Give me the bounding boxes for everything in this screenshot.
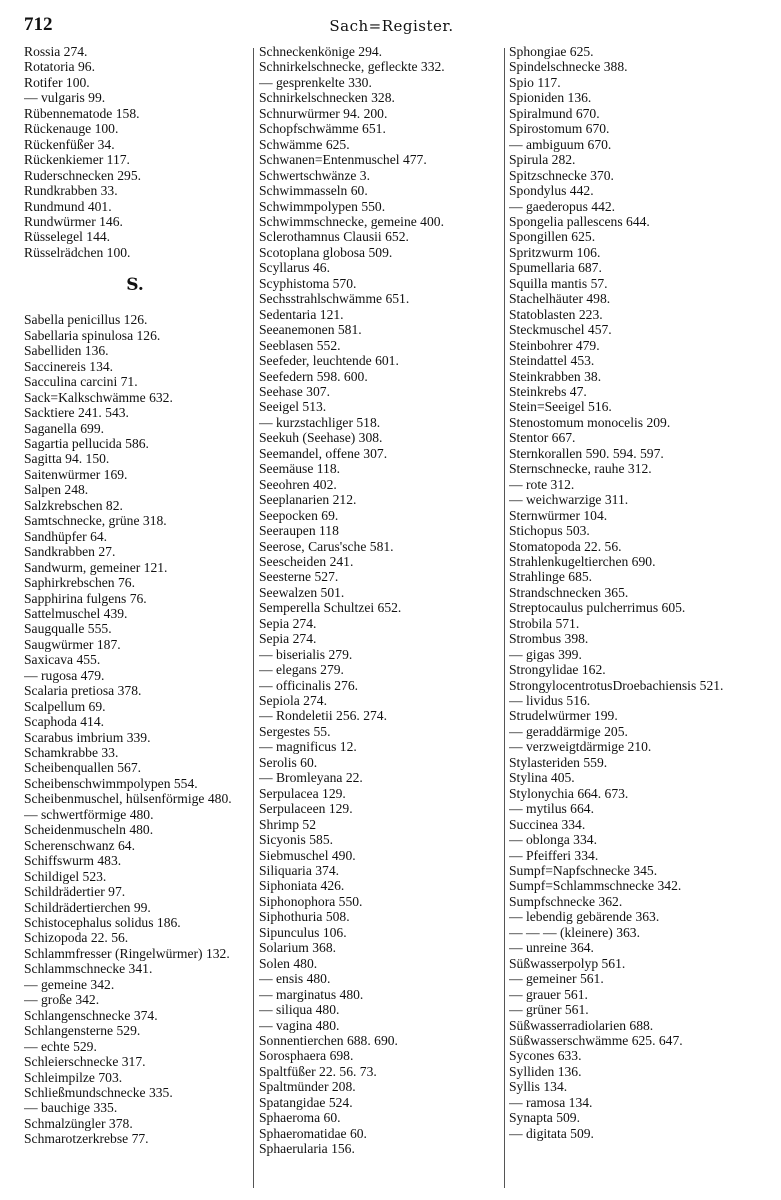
page-header	[24, 14, 759, 42]
index-entry: Serpulacea 129.	[259, 785, 346, 801]
index-entry: — — — (kleinere) 363.	[509, 924, 640, 940]
index-entry: Süßwasserpolyp 561.	[509, 955, 626, 971]
index-entry: — digitata 509.	[509, 1125, 594, 1141]
index-entry: Sabella penicillus 126.	[24, 312, 148, 328]
index-entry: Spaltmünder 208.	[259, 1079, 356, 1095]
index-entry: Stylonychia 664. 673.	[509, 785, 629, 801]
index-entry: Salpen 248.	[24, 482, 89, 498]
index-entry: — schwertförmige 480.	[24, 806, 154, 822]
index-entry: Seeblasen 552.	[259, 337, 341, 353]
entries-block	[509, 44, 761, 1141]
index-entry: Ruderschnecken 295.	[24, 167, 142, 183]
index-entry: Spindelschnecke 388.	[509, 59, 628, 75]
index-entry: Spongelia pallescens 644.	[509, 213, 650, 229]
index-entry: Succinea 334.	[509, 816, 586, 832]
index-entry: Spitzschnecke 370.	[509, 167, 614, 183]
index-entry: Sacktiere 241. 543.	[24, 405, 129, 421]
entries-block	[259, 44, 489, 1157]
index-entry: Schwimmpolypen 550.	[259, 198, 386, 214]
index-entry: Seesterne 527.	[259, 569, 339, 585]
index-entry: Sack=Kalkschwämme 632.	[24, 389, 173, 405]
index-entry: Schwanen=Entenmuschel 477.	[259, 152, 427, 168]
index-entry: Schlammfresser (Ringelwürmer) 132.	[24, 945, 230, 961]
index-entry: Rüsselegel 144.	[24, 229, 111, 245]
index-entry: Seefeder, leuchtende 601.	[259, 353, 399, 369]
index-column-1	[24, 44, 246, 1147]
index-entry: Squilla mantis 57.	[509, 275, 608, 291]
index-entry: Strahlenkugeltierchen 690.	[509, 553, 656, 569]
column-divider	[504, 48, 505, 1188]
index-entry: Solarium 368.	[259, 940, 337, 956]
index-entry: Spirostomum 670.	[509, 121, 610, 137]
index-entry: Sabellaria spinulosa 126.	[24, 327, 161, 343]
index-entry: Saugqualle 555.	[24, 621, 112, 637]
index-entry: Stein=Seeigel 516.	[509, 399, 612, 415]
index-entry: — grüner 561.	[509, 1002, 589, 1018]
index-column-3	[509, 44, 761, 1141]
index-entry: Sattelmuschel 439.	[24, 605, 128, 621]
index-entry: Scarabus imbrium 339.	[24, 729, 151, 745]
index-entry: Saitenwürmer 169.	[24, 466, 128, 482]
index-entry: Seehase 307.	[259, 383, 330, 399]
index-entry: Syllis 134.	[509, 1079, 568, 1095]
index-entry: Semperella Schultzei 652.	[259, 600, 402, 616]
index-entry: — weichwarzige 311.	[509, 492, 629, 508]
index-entry: Stylasteriden 559.	[509, 754, 608, 770]
index-entry: Schwertschwänze 3.	[259, 167, 370, 183]
index-entry: Sclerothamnus Clausii 652.	[259, 229, 409, 245]
index-entry: Sedentaria 121.	[259, 306, 344, 322]
index-entry: Seemäuse 118.	[259, 461, 341, 477]
index-entry: — Rondeletii 256. 274.	[259, 708, 387, 724]
index-entry: Spatangidae 524.	[259, 1094, 353, 1110]
index-entry: Sternwürmer 104.	[509, 507, 608, 523]
index-entry: — Pfeifferi 334.	[509, 847, 599, 863]
index-entry: — lividus 516.	[509, 693, 591, 709]
index-entry: — gemeiner 561.	[509, 971, 604, 987]
index-entry: Sonnentierchen 688. 690.	[259, 1033, 398, 1048]
index-entry: Steinkrebs 47.	[509, 383, 587, 399]
index-entry: Sorosphaera 698.	[259, 1048, 354, 1064]
index-entry: Strahlinge 685.	[509, 569, 593, 585]
column-divider	[253, 48, 254, 1188]
index-entry: StrongylocentrotusDroebachiensis 521.	[509, 677, 724, 693]
index-entry: Solen 480.	[259, 955, 318, 971]
index-entry: Seewalzen 501.	[259, 584, 345, 600]
entries-block	[24, 44, 246, 260]
index-entry: Schildigel 523.	[24, 868, 107, 884]
index-entry: — ambiguum 670.	[509, 136, 612, 152]
index-entry: Sacculina carcini 71.	[24, 374, 138, 390]
index-entry: Schwämme 625.	[259, 136, 350, 152]
index-entry: Shrimp 52	[259, 816, 317, 832]
index-entry: — bauchige 335.	[24, 1100, 118, 1116]
index-entry: Rotifer 100.	[24, 74, 90, 90]
index-entry: Siphoniata 426.	[259, 878, 345, 894]
index-entry: Seeplanarien 212.	[259, 492, 357, 508]
index-entry: — marginatus 480.	[259, 986, 364, 1002]
index-entry: Seeohren 402.	[259, 476, 337, 492]
index-entry: Samtschnecke, grüne 318.	[24, 513, 167, 529]
index-entry: Synapta 509.	[509, 1110, 580, 1126]
index-entry: — officinalis 276.	[259, 677, 359, 693]
index-entry: Steinbohrer 479.	[509, 337, 600, 353]
index-entry: Steinkrabben 38.	[509, 368, 602, 384]
index-entry: — grauer 561.	[509, 986, 588, 1002]
index-entry: Schleierschnecke 317.	[24, 1054, 146, 1070]
index-entry: Schwimmasseln 60.	[259, 183, 368, 199]
index-entry: Sumpfschnecke 362.	[509, 893, 623, 909]
index-entry: — biserialis 279.	[259, 646, 353, 662]
index-entry: Sylliden 136.	[509, 1063, 582, 1079]
index-entry: Sphaeromatidae 60.	[259, 1125, 367, 1141]
index-entry: Scalaria pretiosa 378.	[24, 683, 142, 699]
index-entry: Scaphoda 414.	[24, 714, 105, 730]
index-entry: Sicyonis 585.	[259, 832, 334, 848]
index-entry: Seeanemonen 581.	[259, 322, 362, 338]
index-entry: Seeraupen 118	[259, 523, 339, 539]
index-entry: — siliqua 480.	[259, 1002, 340, 1018]
index-entry: Scyphistoma 570.	[259, 275, 357, 291]
index-entry: Spioniden 136.	[509, 90, 592, 106]
index-entry: Stachelhäuter 498.	[509, 291, 611, 307]
index-entry: Scheibenmuschel, hülsenförmige 480.	[24, 791, 232, 807]
index-entry: Sumpf=Schlammschnecke 342.	[509, 878, 682, 894]
index-entry: Siliquaria 374.	[259, 863, 340, 879]
index-entry: — elegans 279.	[259, 662, 344, 678]
index-entry: Sechsstrahlschwämme 651.	[259, 291, 410, 307]
index-entry: Saganella 699.	[24, 420, 105, 436]
entries-block	[24, 312, 246, 1146]
index-entry: — unreine 364.	[509, 940, 594, 956]
index-entry: — oblonga 334.	[509, 832, 597, 848]
index-entry: — vagina 480.	[259, 1017, 340, 1033]
index-entry: Rotatoria 96.	[24, 59, 95, 75]
index-entry: Scheibenschwimmpolypen 554.	[24, 775, 198, 791]
index-entry: — echte 529.	[24, 1038, 97, 1054]
index-entry: Schmarotzerkrebse 77.	[24, 1131, 149, 1147]
index-entry: Seemandel, offene 307.	[259, 445, 388, 461]
index-entry: Schlangensterne 529.	[24, 1023, 141, 1039]
index-entry: Schildrädertierchen 99.	[24, 899, 151, 915]
index-entry: Siebmuschel 490.	[259, 847, 356, 863]
index-entry: Saccinereis 134.	[24, 358, 114, 374]
index-entry: Schildrädertier 97.	[24, 884, 126, 900]
index-entry: — rugosa 479.	[24, 667, 105, 683]
index-entry: Scalpellum 69.	[24, 698, 106, 714]
index-entry: — mytilus 664.	[509, 801, 594, 817]
index-entry: Rundkrabben 33.	[24, 183, 118, 199]
index-entry: Schnirkelschnecken 328.	[259, 90, 395, 106]
index-entry: Scherenschwanz 64.	[24, 837, 135, 853]
index-entry: Schlangenschnecke 374.	[24, 1007, 158, 1023]
index-entry: Sternschnecke, rauhe 312.	[509, 461, 652, 477]
index-entry: Rückenauge 100.	[24, 121, 119, 137]
index-entry: Schopfschwämme 651.	[259, 121, 386, 137]
index-entry: Stylina 405.	[509, 770, 575, 786]
index-entry: Schizopoda 22. 56.	[24, 930, 129, 946]
index-entry: Rüsselrädchen 100.	[24, 244, 131, 260]
index-entry: Scyllarus 46.	[259, 260, 330, 276]
index-entry: Steindattel 453.	[509, 353, 595, 369]
index-entry: Sandwurm, gemeiner 121.	[24, 559, 168, 575]
index-entry: Sepiola 274.	[259, 693, 327, 709]
index-entry: Spongillen 625.	[509, 229, 596, 245]
index-entry: — vulgaris 99.	[24, 90, 106, 106]
index-entry: Rundmund 401.	[24, 198, 112, 214]
index-entry: Spiralmund 670.	[509, 105, 600, 121]
index-entry: Seerose, Carus'sche 581.	[259, 538, 394, 554]
index-entry: Rückenkiemer 117.	[24, 152, 130, 168]
index-entry: — Bromleyana 22.	[259, 770, 363, 786]
index-entry: Spio 117.	[509, 74, 561, 90]
index-entry: — gaederopus 442.	[509, 198, 616, 214]
index-entry: Schnirkelschnecke, gefleckte 332.	[259, 59, 445, 75]
index-entry: Seefedern 598. 600.	[259, 368, 368, 384]
index-entry: Seeigel 513.	[259, 399, 327, 415]
index-entry: Stichopus 503.	[509, 523, 590, 539]
index-entry: Serpulaceen 129.	[259, 801, 353, 817]
index-entry: Rundwürmer 146.	[24, 213, 123, 229]
index-entry: Scheidenmuscheln 480.	[24, 822, 154, 838]
index-entry: Salzkrebschen 82.	[24, 497, 123, 513]
index-entry: Statoblasten 223.	[509, 306, 603, 322]
index-entry: Steckmuschel 457.	[509, 322, 612, 338]
index-entry: — rote 312.	[509, 476, 575, 492]
index-entry: Schließmundschnecke 335.	[24, 1085, 173, 1100]
index-entry: Rückenfüßer 34.	[24, 136, 115, 152]
index-entry: Strandschnecken 365.	[509, 584, 629, 600]
index-entry: Saugwürmer 187.	[24, 636, 121, 652]
index-entry: — ensis 480.	[259, 971, 331, 987]
index-entry: Sagitta 94. 150.	[24, 451, 110, 467]
index-entry: Schlammschnecke 341.	[24, 961, 153, 977]
letter-heading: S.	[126, 275, 144, 296]
index-entry: Schmalzüngler 378.	[24, 1115, 133, 1131]
index-entry: — lebendig gebärende 363.	[509, 909, 660, 925]
index-entry: Sabelliden 136.	[24, 343, 109, 359]
index-entry: Strudelwürmer 199.	[509, 708, 618, 724]
index-entry: Rübennematode 158.	[24, 105, 140, 121]
index-entry: Siphothuria 508.	[259, 909, 350, 925]
index-entry: Sapphirina fulgens 76.	[24, 590, 147, 606]
index-entry: Schnurwürmer 94. 200.	[259, 105, 388, 121]
index-entry: Sphongiae 625.	[509, 44, 594, 59]
index-entry: Sphaeroma 60.	[259, 1110, 341, 1126]
index-entry: Spirula 282.	[509, 152, 576, 168]
index-entry: — gigas 399.	[509, 646, 582, 662]
index-entry: Schistocephalus solidus 186.	[24, 915, 181, 931]
index-entry: Sepia 274.	[259, 615, 317, 631]
index-entry: Sandkrabben 27.	[24, 544, 116, 560]
index-entry: Schwimmschnecke, gemeine 400.	[259, 213, 444, 229]
index-entry: — geraddärmige 205.	[509, 723, 628, 739]
index-entry: Spumellaria 687.	[509, 260, 602, 276]
index-entry: Stomatopoda 22. 56.	[509, 538, 622, 554]
index-entry: — verzweigtdärmige 210.	[509, 739, 652, 755]
index-entry: Schleimpilze 703.	[24, 1069, 123, 1085]
index-entry: Rossia 274.	[24, 44, 88, 59]
index-entry: Serolis 60.	[259, 754, 318, 770]
index-entry: Spaltfüßer 22. 56. 73.	[259, 1063, 377, 1079]
page-number: 712	[24, 14, 53, 35]
index-entry: Scheibenquallen 567.	[24, 760, 142, 776]
index-entry: Sipunculus 106.	[259, 924, 347, 940]
index-entry: Schamkrabbe 33.	[24, 745, 119, 761]
index-column-2	[259, 44, 489, 1157]
index-entry: Spritzwurm 106.	[509, 244, 601, 260]
index-entry: — gemeine 342.	[24, 976, 115, 992]
index-entry: Süßwasserschwämme 625. 647.	[509, 1033, 683, 1048]
index-entry: Sagartia pellucida 586.	[24, 435, 149, 451]
index-entry: Seescheiden 241.	[259, 553, 354, 569]
index-entry: Süßwasserradiolarien 688.	[509, 1017, 654, 1033]
index-entry: Strongylidae 162.	[509, 662, 606, 678]
index-entry: Sepia 274.	[259, 631, 317, 647]
index-entry: Strobila 571.	[509, 615, 580, 631]
index-entry: Scotoplana globosa 509.	[259, 244, 393, 260]
index-entry: Strombus 398.	[509, 631, 589, 647]
index-entry: Siphonophora 550.	[259, 893, 363, 909]
index-entry: Sergestes 55.	[259, 723, 331, 739]
index-entry: Saxicava 455.	[24, 652, 101, 668]
index-entry: — gesprenkelte 330.	[259, 74, 372, 90]
index-entry: Sumpf=Napfschnecke 345.	[509, 863, 658, 879]
index-entry: Sycones 633.	[509, 1048, 582, 1064]
index-entry: Seekuh (Seehase) 308.	[259, 430, 383, 446]
index-entry: Sphaerularia 156.	[259, 1141, 355, 1157]
index-entry: — kurzstachliger 518.	[259, 414, 381, 430]
index-entry: Saphirkrebschen 76.	[24, 575, 135, 591]
index-entry: Stenostomum monocelis 209.	[509, 414, 671, 430]
page-title: Sach=Register.	[329, 17, 454, 35]
index-entry: Streptocaulus pulcherrimus 605.	[509, 600, 686, 616]
index-entry: — ramosa 134.	[509, 1094, 593, 1110]
index-entry: — große 342.	[24, 992, 100, 1008]
index-entry: Spondylus 442.	[509, 183, 594, 199]
index-entry: Schneckenkönige 294.	[259, 44, 383, 59]
index-entry: Stentor 667.	[509, 430, 576, 446]
index-entry: Sandhüpfer 64.	[24, 528, 108, 544]
index-entry: Schiffswurm 483.	[24, 853, 122, 869]
index-entry: Seepocken 69.	[259, 507, 339, 523]
index-entry: — magnificus 12.	[259, 739, 357, 755]
index-entry: Sternkorallen 590. 594. 597.	[509, 445, 664, 461]
